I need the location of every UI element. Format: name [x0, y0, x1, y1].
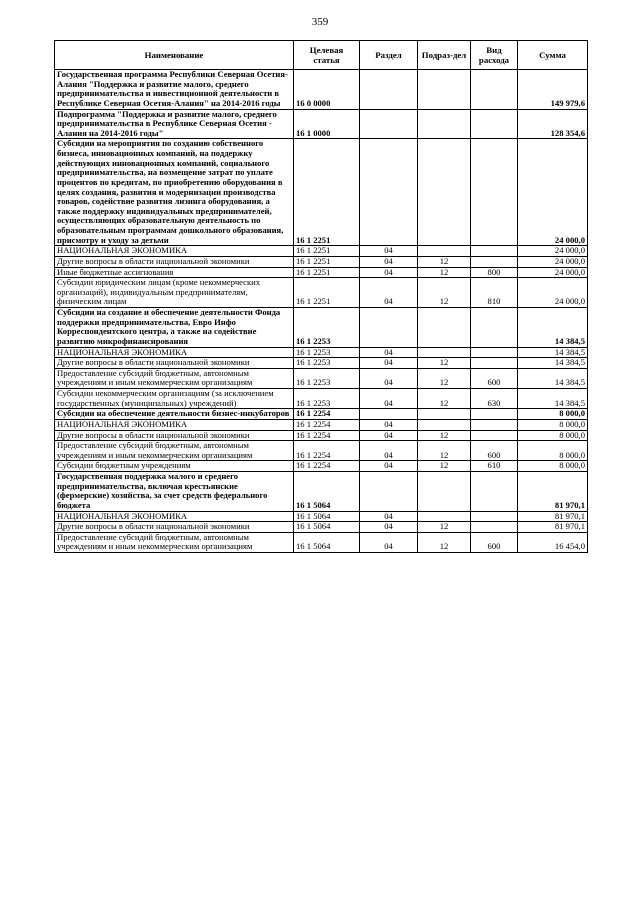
- row-amount-cell: 8 000,0: [518, 441, 588, 461]
- row-name-cell: НАЦИОНАЛЬНАЯ ЭКОНОМИКА: [55, 511, 294, 522]
- row-name-cell: НАЦИОНАЛЬНАЯ ЭКОНОМИКА: [55, 246, 294, 257]
- row-amount-cell: 8 000,0: [518, 409, 588, 420]
- row-expense-cell: [471, 347, 518, 358]
- row-section-cell: 04: [360, 389, 418, 409]
- row-subsection-cell: 12: [418, 522, 471, 533]
- row-subsection-cell: 12: [418, 267, 471, 278]
- row-name-cell: Субсидии на обеспечение деятельности бизнес-инкубаторов: [55, 409, 294, 420]
- row-subsection-cell: [418, 139, 471, 246]
- header-section: Раздел: [360, 41, 418, 70]
- row-expense-cell: [471, 256, 518, 267]
- row-code-cell: 16 1 2254: [294, 441, 360, 461]
- table-row: [55, 70, 588, 110]
- row-subsection-cell: 12: [418, 430, 471, 441]
- row-amount-cell: 24 000,0: [518, 267, 588, 278]
- row-name-cell: Субсидии некоммерческим организациям (за исключением государственных (муниципальных) учреждений): [55, 389, 294, 409]
- row-section-cell: [360, 409, 418, 420]
- row-name-cell: Иные бюджетные ассигнования: [55, 267, 294, 278]
- row-subsection-cell: [418, 409, 471, 420]
- row-amount-cell: 14 384,5: [518, 347, 588, 358]
- table-row: [55, 389, 588, 409]
- row-section-cell: 04: [360, 441, 418, 461]
- row-code-cell: 16 1 2253: [294, 389, 360, 409]
- row-code-cell: 16 1 2254: [294, 461, 360, 472]
- row-name-cell: Другие вопросы в области национальной экономики: [55, 358, 294, 369]
- row-code-cell: 16 1 5064: [294, 472, 360, 512]
- row-expense-cell: [471, 109, 518, 139]
- row-section-cell: [360, 70, 418, 110]
- row-section-cell: 04: [360, 532, 418, 552]
- table-row: [55, 347, 588, 358]
- row-subsection-cell: 12: [418, 358, 471, 369]
- row-expense-cell: 800: [471, 267, 518, 278]
- row-name-cell: Другие вопросы в области национальной экономики: [55, 430, 294, 441]
- row-expense-cell: [471, 358, 518, 369]
- row-expense-cell: 600: [471, 441, 518, 461]
- row-section-cell: [360, 139, 418, 246]
- header-subsection: Подраз-дел: [418, 41, 471, 70]
- row-section-cell: 04: [360, 278, 418, 308]
- row-name-cell: Государственная поддержка малого и среднего предпринимательства, включая крестьянские (фермерские) хозяйства, за счет средств федерального бюджета: [55, 472, 294, 512]
- row-expense-cell: [471, 430, 518, 441]
- row-subsection-cell: 12: [418, 441, 471, 461]
- row-name-cell: Предоставление субсидий бюджетным, автономным учреждениям и иным некоммерческим организациям: [55, 368, 294, 388]
- table-row: [55, 109, 588, 139]
- header-amount: Сумма: [518, 41, 588, 70]
- row-subsection-cell: [418, 70, 471, 110]
- row-code-cell: 16 1 2251: [294, 246, 360, 257]
- row-subsection-cell: [418, 347, 471, 358]
- table-row: [55, 532, 588, 552]
- row-expense-cell: 600: [471, 368, 518, 388]
- table-row: [55, 246, 588, 257]
- header-name: Наименование: [55, 41, 294, 70]
- row-subsection-cell: [418, 246, 471, 257]
- row-amount-cell: 81 970,1: [518, 511, 588, 522]
- row-code-cell: 16 1 2253: [294, 368, 360, 388]
- row-subsection-cell: [418, 511, 471, 522]
- table-body: [55, 70, 588, 553]
- row-code-cell: 16 1 2251: [294, 139, 360, 246]
- row-amount-cell: 8 000,0: [518, 419, 588, 430]
- row-amount-cell: 128 354,6: [518, 109, 588, 139]
- row-code-cell: 16 1 5064: [294, 511, 360, 522]
- row-amount-cell: 81 970,1: [518, 472, 588, 512]
- row-code-cell: 16 1 2251: [294, 278, 360, 308]
- row-expense-cell: 810: [471, 278, 518, 308]
- row-amount-cell: 8 000,0: [518, 430, 588, 441]
- row-subsection-cell: [418, 419, 471, 430]
- row-amount-cell: 14 384,5: [518, 368, 588, 388]
- row-expense-cell: [471, 419, 518, 430]
- table-row: [55, 511, 588, 522]
- row-expense-cell: [471, 522, 518, 533]
- row-expense-cell: 630: [471, 389, 518, 409]
- row-section-cell: 04: [360, 419, 418, 430]
- row-code-cell: 16 1 2253: [294, 358, 360, 369]
- row-amount-cell: 14 384,5: [518, 358, 588, 369]
- row-section-cell: [360, 472, 418, 512]
- row-section-cell: 04: [360, 347, 418, 358]
- row-name-cell: Другие вопросы в области национальной экономики: [55, 522, 294, 533]
- table-row: [55, 522, 588, 533]
- row-code-cell: 16 1 2251: [294, 267, 360, 278]
- table-row: [55, 419, 588, 430]
- row-expense-cell: 600: [471, 532, 518, 552]
- row-section-cell: 04: [360, 511, 418, 522]
- row-section-cell: [360, 109, 418, 139]
- row-name-cell: НАЦИОНАЛЬНАЯ ЭКОНОМИКА: [55, 419, 294, 430]
- row-name-cell: Субсидии юридическим лицам (кроме некоммерческих организаций), индивидуальным предпринимателям, физическим лицам: [55, 278, 294, 308]
- page-number: 359: [311, 16, 329, 28]
- row-code-cell: 16 1 2253: [294, 308, 360, 348]
- row-expense-cell: [471, 308, 518, 348]
- row-amount-cell: 16 454,0: [518, 532, 588, 552]
- row-amount-cell: 24 000,0: [518, 246, 588, 257]
- row-subsection-cell: 12: [418, 461, 471, 472]
- row-subsection-cell: [418, 109, 471, 139]
- row-expense-cell: [471, 472, 518, 512]
- row-expense-cell: [471, 246, 518, 257]
- row-expense-cell: [471, 139, 518, 246]
- table-row: [55, 256, 588, 267]
- row-name-cell: Предоставление субсидий бюджетным, автономным учреждениям и иным некоммерческим организациям: [55, 532, 294, 552]
- row-code-cell: 16 1 2254: [294, 419, 360, 430]
- table-row: [55, 308, 588, 348]
- table-row: [55, 368, 588, 388]
- row-name-cell: Субсидии на создание и обеспечение деятельности Фонда поддержки предпринимательства, Евро Инфо Корреспондентского центра, а также на содействие развитию микрофинансирования: [55, 308, 294, 348]
- row-section-cell: 04: [360, 430, 418, 441]
- row-code-cell: 16 1 2253: [294, 347, 360, 358]
- row-name-cell: Субсидии на мероприятия по созданию собственного бизнеса, инновационных компаний, на поддержку действующих инновационных компаний, социального предпринимательства, на возмещение затрат по уплате процентов по кредитам, по приобретению оборудования в целях создания, развития и модернизации производства товаров, содействие развития лизинга оборудования, а также поддержку индивидуальных предпринимателей, осуществляющих образовательную деятельность по образовательным программам дошкольного образования, присмотру и уходу за детьми: [55, 139, 294, 246]
- row-code-cell: 16 1 2254: [294, 430, 360, 441]
- row-code-cell: 16 1 5064: [294, 532, 360, 552]
- row-section-cell: [360, 308, 418, 348]
- row-amount-cell: 14 384,5: [518, 308, 588, 348]
- row-amount-cell: 81 970,1: [518, 522, 588, 533]
- row-subsection-cell: 12: [418, 532, 471, 552]
- row-subsection-cell: [418, 472, 471, 512]
- row-section-cell: 04: [360, 368, 418, 388]
- row-name-cell: НАЦИОНАЛЬНАЯ ЭКОНОМИКА: [55, 347, 294, 358]
- row-section-cell: 04: [360, 267, 418, 278]
- row-subsection-cell: 12: [418, 368, 471, 388]
- row-name-cell: Подпрограмма "Поддержка и развитие малого, среднего предпринимательства в Республике Северная Осетия - Алания на 2014-2016 годы": [55, 109, 294, 139]
- row-amount-cell: 14 384,5: [518, 389, 588, 409]
- row-section-cell: 04: [360, 246, 418, 257]
- row-name-cell: Другие вопросы в области национальной экономики: [55, 256, 294, 267]
- table-row: [55, 461, 588, 472]
- table-row: [55, 472, 588, 512]
- table-row: [55, 441, 588, 461]
- row-subsection-cell: [418, 308, 471, 348]
- row-amount-cell: 24 000,0: [518, 139, 588, 246]
- budget-table: [54, 40, 588, 553]
- table-header-row: [55, 41, 588, 70]
- row-name-cell: Государственная программа Республики Северная Осетия-Алания "Поддержка и развитие малого, среднего предпринимательства и инвестиционной деятельности в Республике Северная Осетия-Алания" на 2014-2016 годы: [55, 70, 294, 110]
- row-subsection-cell: 12: [418, 256, 471, 267]
- row-expense-cell: 610: [471, 461, 518, 472]
- row-amount-cell: 8 000,0: [518, 461, 588, 472]
- table-row: [55, 409, 588, 420]
- row-section-cell: 04: [360, 461, 418, 472]
- row-section-cell: 04: [360, 358, 418, 369]
- row-expense-cell: [471, 511, 518, 522]
- row-section-cell: 04: [360, 256, 418, 267]
- row-amount-cell: 24 000,0: [518, 256, 588, 267]
- table-row: [55, 139, 588, 246]
- table-row: [55, 430, 588, 441]
- row-amount-cell: 149 979,6: [518, 70, 588, 110]
- row-code-cell: 16 1 0000: [294, 109, 360, 139]
- row-code-cell: 16 1 2251: [294, 256, 360, 267]
- row-expense-cell: [471, 409, 518, 420]
- header-target-article: Целевая статья: [294, 41, 360, 70]
- row-code-cell: 16 1 5064: [294, 522, 360, 533]
- table-row: [55, 267, 588, 278]
- header-expense-type: Вид расхода: [471, 41, 518, 70]
- row-subsection-cell: 12: [418, 389, 471, 409]
- row-subsection-cell: 12: [418, 278, 471, 308]
- row-name-cell: Субсидии бюджетным учреждениям: [55, 461, 294, 472]
- table-row: [55, 358, 588, 369]
- row-amount-cell: 24 000,0: [518, 278, 588, 308]
- row-code-cell: 16 0 0000: [294, 70, 360, 110]
- row-section-cell: 04: [360, 522, 418, 533]
- row-expense-cell: [471, 70, 518, 110]
- row-code-cell: 16 1 2254: [294, 409, 360, 420]
- row-name-cell: Предоставление субсидий бюджетным, автономным учреждениям и иным некоммерческим организациям: [55, 441, 294, 461]
- table-row: [55, 278, 588, 308]
